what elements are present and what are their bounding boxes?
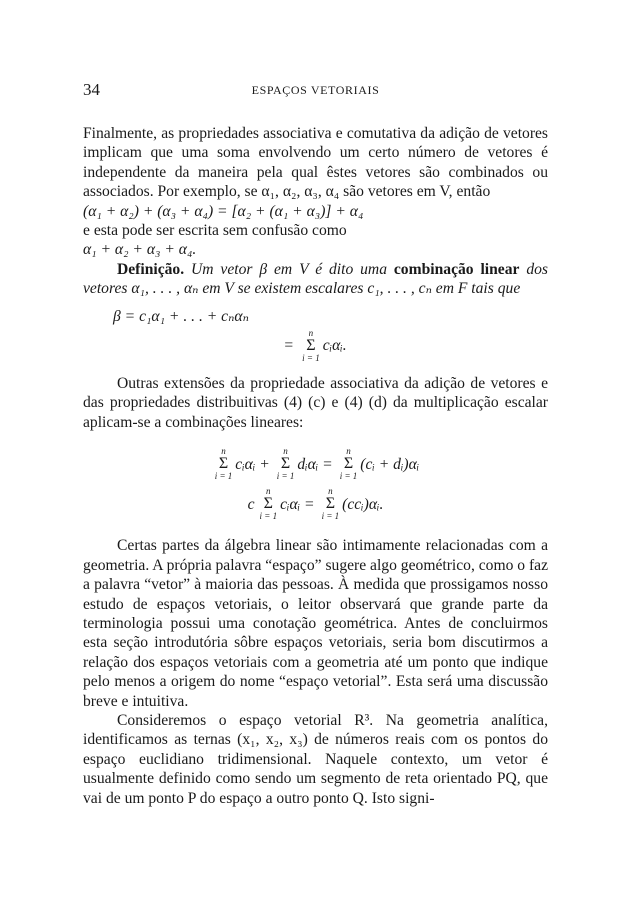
definition-text-a: Um vetor β em V é dito uma xyxy=(184,260,394,278)
page-number: 34 xyxy=(83,80,100,99)
sum-upper-limit: n xyxy=(266,486,271,497)
sum-lower-limit: i = 1 xyxy=(302,353,320,364)
equations-distributive xyxy=(83,444,548,524)
term-cc-alpha: (ccᵢ)αᵢ. xyxy=(342,495,384,513)
sum-upper-limit: n xyxy=(308,328,314,339)
summation-symbol xyxy=(277,447,295,481)
paragraph-no-confusion: e esta pode ser escrita sem confusão como xyxy=(83,222,347,240)
sigma-glyph: Σ xyxy=(325,495,335,513)
page-header xyxy=(83,80,548,104)
term-d-alpha: dᵢαᵢ = xyxy=(297,455,333,473)
sum-upper-limit: n xyxy=(328,486,333,497)
term-c-alpha: cᵢαᵢ = xyxy=(280,495,315,513)
sigma-glyph: Σ xyxy=(280,455,291,473)
paragraph-geometry: Certas partes da álgebra linear são intimamente relacionadas com a geometria. A própria palavra “espaço” sugere algo geométrico, como o faz a palavra “vetor” à maioria das pessoas. À medida que prossigamos nosso estudo de espaços vetoriais, o leitor observará que grande parte da terminologia possui uma conotação geométrica. Antes de concluirmos esta seção introdutória sôbre espaços vetoriais, seria bom discutirmos a relação dos espaços vetoriais com a geometria até um ponto que indique pelo menos a origem do nome “espaço vetorial”. Esta será uma discussão breve e intuitiva. xyxy=(83,537,549,710)
paragraph-associativity: Finalmente, as propriedades associativa e comutativa da adição de vetores implicam que uma soma envolvendo um certo número de vetores é independente da maneira pela qual êstes vetores são combinados ou associados. Por exemplo, se α₁, α₂, α₃, α₄ são vetores em V, então xyxy=(83,125,548,201)
sum-lower-limit: i = 1 xyxy=(321,511,340,522)
sum-lower-limit: i = 1 xyxy=(259,511,278,522)
sum-lower-limit: i = 1 xyxy=(214,471,233,482)
definition-label: Definição. xyxy=(117,260,185,278)
sum-upper-limit: n xyxy=(221,446,226,457)
equation-beta-expanded: β = c₁α₁ + . . . + cₙαₙ xyxy=(113,307,249,325)
definition-linear-combination xyxy=(83,260,548,299)
sum-lower-limit: i = 1 xyxy=(276,471,295,482)
scalar-c: c xyxy=(247,495,255,513)
running-head: ESPAÇOS VETORIAIS xyxy=(251,83,380,97)
equation-scalar-sum xyxy=(83,484,548,524)
sigma-glyph: Σ xyxy=(306,337,316,355)
equation-sum-four: α₁ + α₂ + α₃ + α₄. xyxy=(83,241,197,259)
definition-text-b: dos vetores α₁, . . . , αₙ em V se existem escalares c₁, . . . , cₙ em F tais que xyxy=(83,260,548,298)
summation-symbol xyxy=(302,329,320,363)
summation-symbol xyxy=(260,487,278,521)
sum-upper-limit: n xyxy=(283,446,288,457)
paragraph-extensions: Outras extensões da propriedade associativa da adição de vetores e das propriedades distribuitivas (4) (c) e (4) (d) da multiplicação escalar aplicam-se a combinações lineares: xyxy=(83,375,548,431)
sigma-glyph: Σ xyxy=(343,455,354,473)
summation-symbol xyxy=(322,487,340,521)
equation-sum-distributive xyxy=(83,444,548,484)
equals-sign: = xyxy=(284,337,294,355)
equation-beta xyxy=(83,307,548,366)
summation-symbol xyxy=(215,447,233,481)
term-c-plus-d-alpha: (cᵢ + dᵢ)αᵢ xyxy=(360,455,420,473)
term-c-alpha: cᵢαᵢ + xyxy=(235,455,270,473)
sigma-glyph: Σ xyxy=(263,495,273,513)
summation-symbol xyxy=(340,447,358,481)
sigma-glyph: Σ xyxy=(218,455,229,473)
sum-term: cᵢαᵢ. xyxy=(322,337,347,355)
sum-lower-limit: i = 1 xyxy=(339,471,358,482)
page-body xyxy=(83,124,548,808)
definition-term: combinação linear xyxy=(393,260,520,278)
equation-beta-sum xyxy=(83,326,548,366)
paragraph-r3: Consideremos o espaço vetorial R³. Na geometria analítica, identificamos as ternas (x₁, x₂, x₃) de números reais com os pontos do espaço euclidiano tridimensional. Naquele contexto, um vetor é usualmente definido como sendo um segmento de reta orientado PQ, que vai de um ponto P do espaço a outro ponto Q. Isto signi- xyxy=(83,711,548,807)
sum-upper-limit: n xyxy=(346,446,351,457)
equation-regrouping: (α₁ + α₂) + (α₃ + α₄) = [α₂ + (α₁ + α₃)] + α₄ xyxy=(83,202,364,220)
